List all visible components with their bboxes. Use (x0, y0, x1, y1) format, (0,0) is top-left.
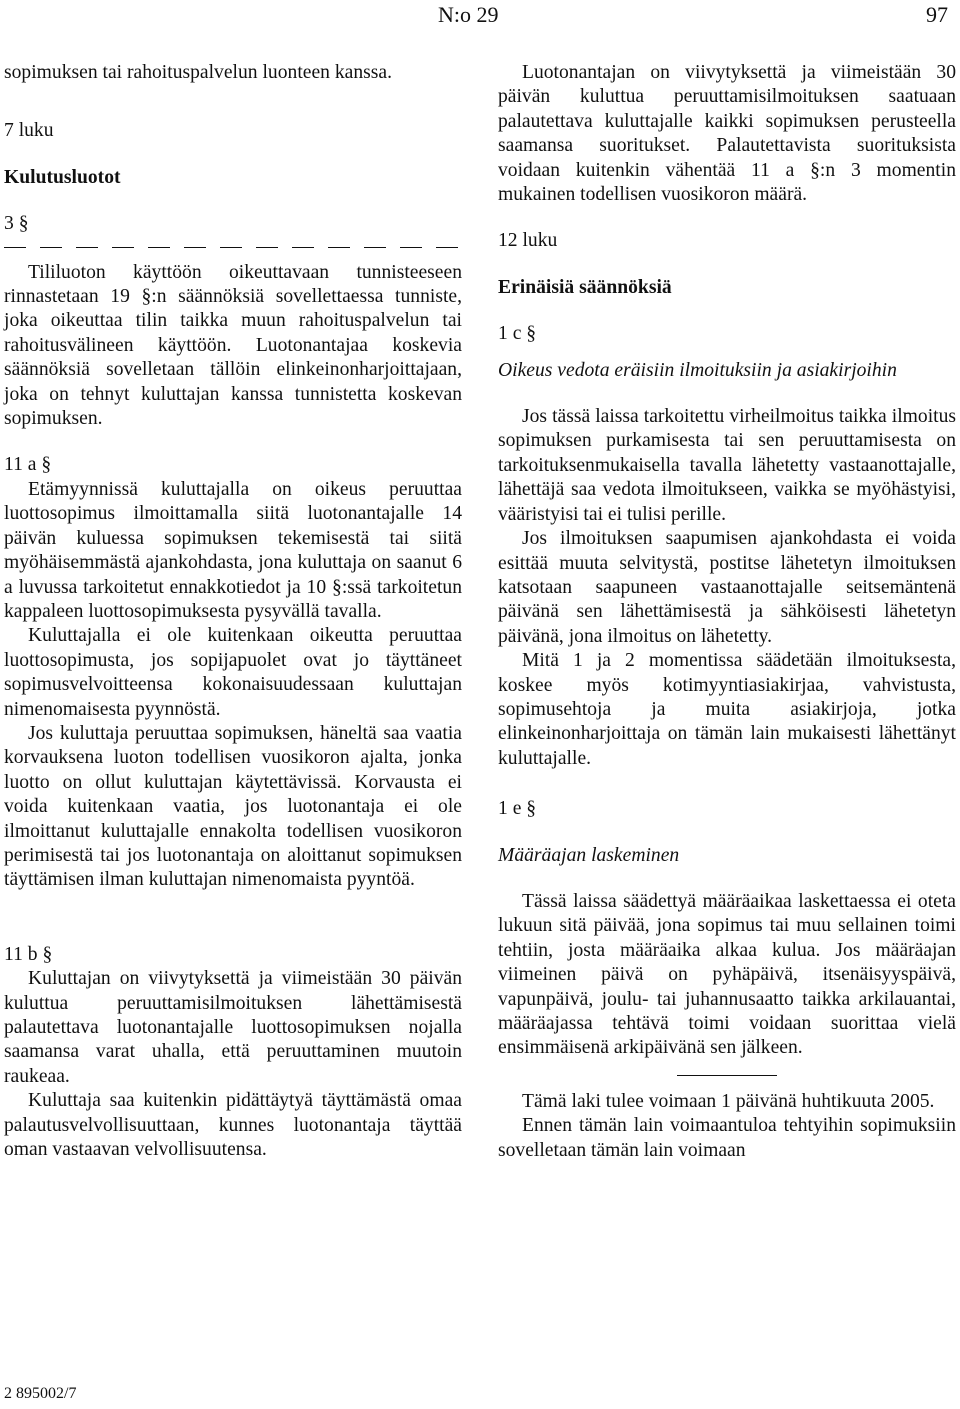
section-11a-para-3: Jos kuluttaja peruuttaa sopimuksen, häneltä saa vaatia korvauksena luoton todellisen vuosikoron ajalta, jonka luotto on ollut kuluttajan käytettävissä. Korvausta ei voida kuitenkaan vaatia, jos luotonantaja ei ole ilmoittanut kuluttajalle ennakolta todellisen vuosikoron perimisestä tai jos luotonantaja on aloittanut sopimuksen täyttämisen ilman kuluttajan nimenomaista pyyntöä. (4, 722, 462, 891)
chapter-7-title: Kulutusluotot (4, 166, 121, 188)
issue-number: N:o 29 (438, 2, 499, 27)
section-1e-heading: 1 e § (498, 798, 537, 820)
section-1c-para-2: Jos ilmoituksen saapumisen ajankohdasta ei voida esittää muuta selvitystä, postitse lähetetyn ilmoituksen katsotaan saapuneen vastaanottajalle seitsemäntenä päivänä sen lähettämisestä ja sähköisesti lähetetyn päivänä, jona ilmoitus on lähetetty. (498, 528, 956, 647)
print-code: 2 895002/7 (4, 1385, 77, 1402)
section-1e-para-1: Tässä laissa säädettyä määräaikaa laskettaessa ei oteta lukuun sitä päivää, jona sopimus tai muu sellainen toimi tehtiin, josta määräaika alkaa kulua. Jos määräajan viimeinen päivä on pyhäpäivä, itsenäisyyspäivä, vapunpäivä, joulu- tai juhannusaatto taikka arkilauantai, määräajassa tehtävä toimi voidaan suorittaa vielä ensimmäisenä arkipäivänä sen jälkeen. (498, 890, 956, 1059)
section-3-heading: 3 § (4, 213, 29, 235)
closing-para-2: Ennen tämän lain voimaantuloa tehtyihin sopimuksiin sovelletaan tämän lain voimaan (498, 1115, 956, 1161)
section-11a-para-2: Kuluttajalla ei ole kuitenkaan oikeutta peruuttaa luottosopimusta, jos sopijapuolet ovat jo täyttäneet sopimusvelvoitteensa kokonaisuudessaan kuluttajan nimenomaisesta pyynnöstä. (4, 625, 462, 720)
chapter-12-title: Erinäisiä säännöksiä (498, 276, 672, 298)
left-column (4, 61, 462, 1162)
section-1c-para-3: Mitä 1 ja 2 momentissa säädetään ilmoituksesta, koskee myös kotimyyntiasiakirjaa, vahvistusta, sopimusehtoja ja muita asiakirjoja, jotka elinkeinonharjoittaja on tämän lain mukaisesti lähettänyt kuluttajalle. (498, 650, 956, 769)
right-para-1: Luotonantajan on viivytyksettä ja viimeistään 30 päivän kuluttua peruuttamisilmoituksen saatuaan palautettava kuluttajalle kaikki sopimuksen perusteella saamansa suoritukset. Palautettavista suorituksista voidaan kuitenkin vähentää 11 a §:n 3 momentin mukainen todellisen vuosikoron määrä. (498, 62, 956, 206)
intro-text: sopimuksen tai rahoituspalvelun luonteen kanssa. (4, 62, 392, 83)
section-1e-subheading: Määräajan laskeminen (498, 844, 680, 866)
chapter-12-label: 12 luku (498, 230, 558, 252)
omission-dashes (4, 241, 462, 255)
section-11b-para-2: Kuluttaja saa kuitenkin pidättäytyä täyttämästä omaa palautusvelvollisuuttaan, kunnes luotonantaja täyttää oman vastaavan velvollisuutensa. (4, 1090, 462, 1161)
closing-para-1: Tämä laki tulee voimaan 1 päivänä huhtikuuta 2005. (522, 1090, 935, 1112)
section-11b-heading: 11 b § (4, 943, 53, 965)
page-number: 97 (926, 2, 948, 27)
section-11b-para-1: Kuluttajan on viivytyksettä ja viimeistään 30 päivän kuluttua peruuttamisilmoituksen lähettämisestä palautettava luotonantajalle luottosopimuksen nojalla saamansa varat uhalla, että peruuttaminen muutoin raukeaa. (4, 968, 462, 1087)
chapter-7-label: 7 luku (4, 120, 54, 142)
right-column (498, 61, 956, 1163)
section-1c-subheading: Oikeus vedota eräisiin ilmoituksiin ja asiakirjoihin (498, 359, 897, 381)
section-11a-heading: 11 a § (4, 454, 52, 476)
section-3-text: Tililuoton käyttöön oikeuttavaan tunnisteeseen rinnastetaan 19 §:n säännöksiä sovellettaessa tunniste, joka oikeuttaa tilin taikka muun rahoituspalvelun tai rahoitusvälineen käyttöön. Luotonantajaa koskevia säännöksiä sovelletaan tällöin elinkeinonharjoittajaan, joka on tehnyt kuluttajan kanssa tunnistetta koskevan sopimuksen. (4, 261, 462, 430)
section-11a-para-1: Etämyynnissä kuluttajalla on oikeus peruuttaa luottosopimus ilmoittamalla siitä luotonantajalle 14 päivän kuluessa sopimuksen tekemisestä tai siitä myöhäisemmästä ajankohdasta, jona kuluttaja on saanut 6 a luvussa tarkoitetut ennakkotiedot ja 10 §:ssä tarkoitetun kappaleen luottosopimuksesta pysyvällä tavalla. (4, 478, 462, 622)
section-1c-heading: 1 c § (498, 323, 537, 345)
section-1c-para-1: Jos tässä laissa tarkoitettu virheilmoitus taikka ilmoitus sopimuksen purkamisesta tai sen peruuttamisesta on tarkoituksenmukaisella tavalla lähetetty vastaanottajalle, lähettäjä saa vedota ilmoitukseen, vaikka se myöhästyisi, vääristyisi tai ei tulisi perille. (498, 406, 956, 525)
